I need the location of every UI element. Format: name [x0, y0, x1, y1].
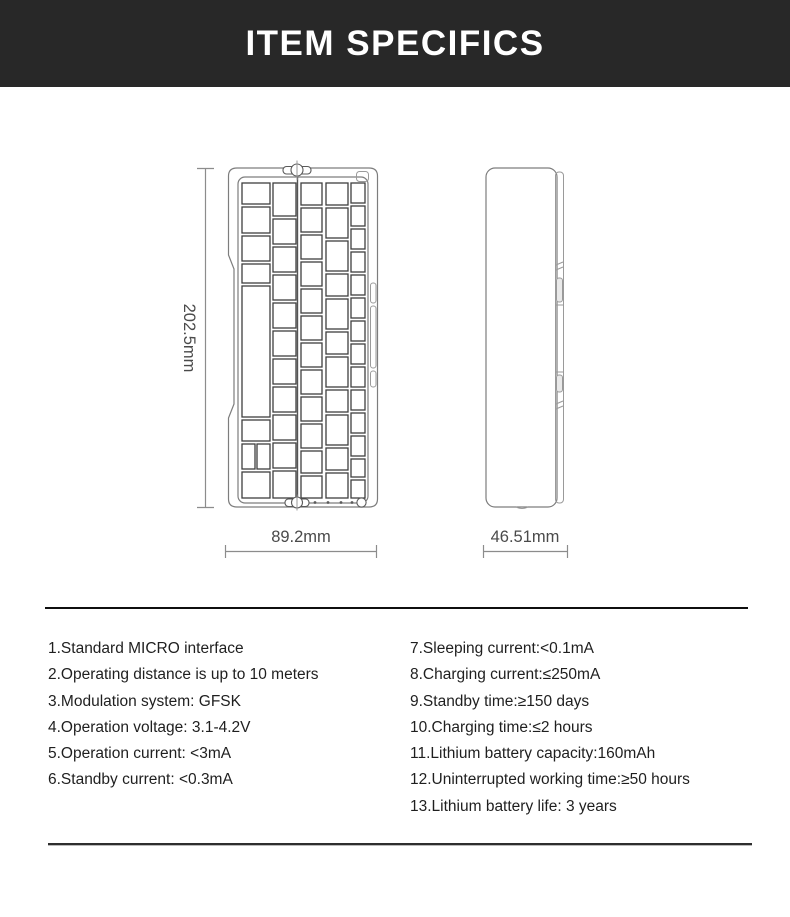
spec-item: 13.Lithium battery life: 3 years — [410, 797, 617, 815]
keyboard-side-view — [486, 168, 564, 509]
spec-item: 4.Operation voltage: 3.1-4.2V — [48, 718, 251, 736]
front-width-dimension — [226, 528, 377, 558]
power-button-front — [357, 498, 366, 507]
side-width-dimension-label: 46.51mm — [490, 528, 560, 546]
keyboard-front-view — [229, 161, 378, 511]
spec-item: 12.Uninterrupted working time:≥50 hours — [410, 771, 690, 789]
side-view-hinge-details — [516, 262, 564, 509]
spec-item: 6.Standby current: <0.3mA — [48, 771, 233, 789]
spec-list-right — [410, 636, 690, 820]
side-width-dimension — [484, 528, 568, 558]
spec-item: 10.Charging time:≤2 hours — [410, 718, 593, 736]
spec-item: 9.Standby time:≥150 days — [410, 692, 590, 710]
spec-item: 1.Standard MICRO interface — [48, 640, 244, 657]
side-buttons — [371, 283, 377, 387]
spec-item: 8.Charging current:≤250mA — [410, 666, 601, 684]
keyboard-keys — [242, 183, 365, 498]
height-dimension-label: 202.5mm — [180, 303, 198, 373]
spec-item: 2.Operating distance is up to 10 meters — [48, 666, 319, 684]
spec-list-left — [48, 636, 319, 794]
spec-item: 3.Modulation system: GFSK — [48, 692, 241, 710]
spec-item: 11.Lithium battery capacity:160mAh — [410, 745, 656, 763]
front-width-dimension-label: 89.2mm — [271, 528, 331, 546]
divider-top — [45, 607, 748, 609]
divider-bottom — [48, 843, 752, 846]
height-dimension — [180, 168, 214, 508]
spec-item: 5.Operation current: <3mA — [48, 745, 232, 763]
page-title: ITEM SPECIFICS — [245, 23, 545, 63]
spec-item: 7.Sleeping current:<0.1mA — [410, 640, 594, 657]
